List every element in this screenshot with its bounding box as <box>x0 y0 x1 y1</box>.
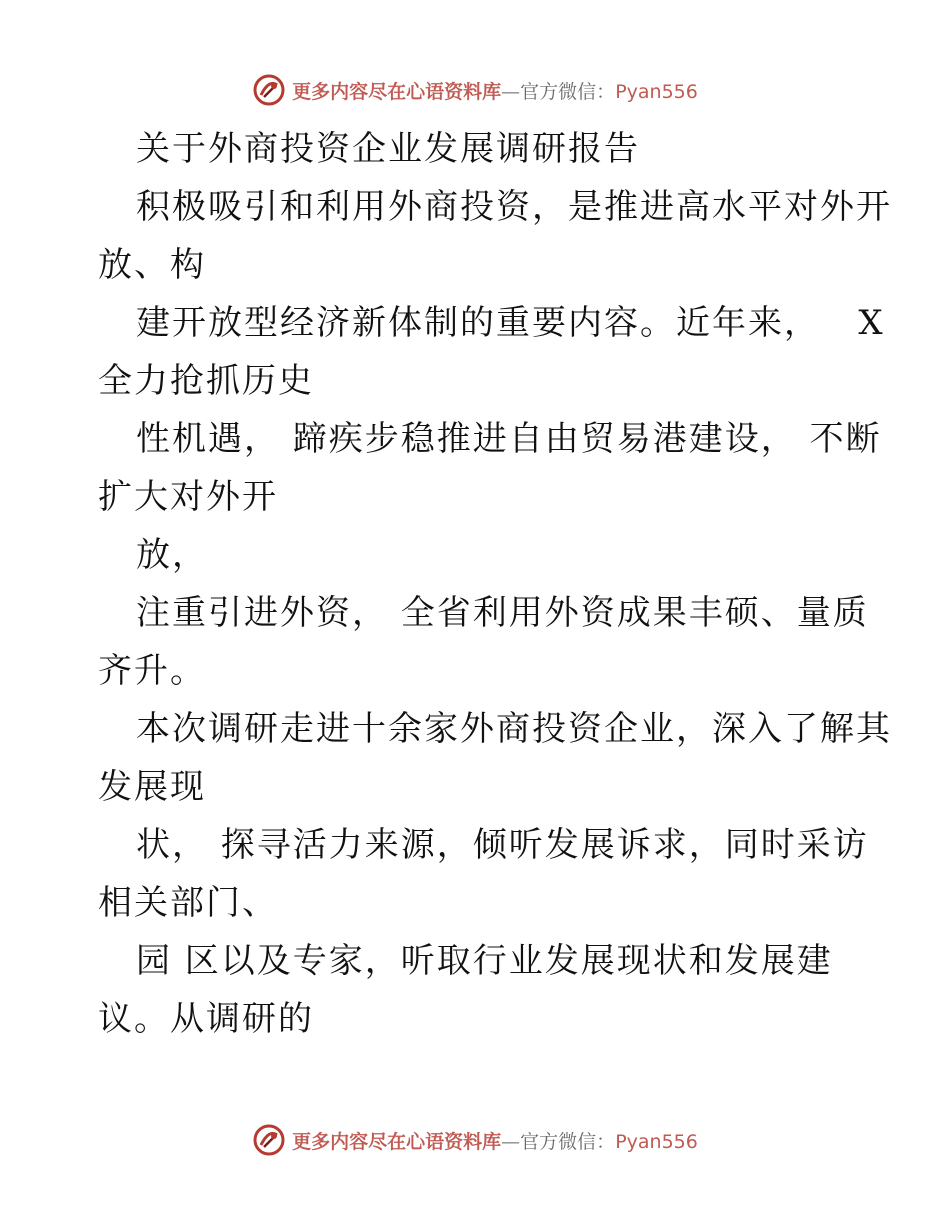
banner-wechat-id: Pyan556 <box>615 80 698 103</box>
text-line: 发展现 <box>98 767 206 807</box>
footer-watermark-banner <box>0 1120 950 1160</box>
text-line: 齐升。 <box>98 651 206 691</box>
banner-main-text: 更多内容尽在心语资料库 <box>292 80 502 103</box>
text-line: 积极吸引和利用外商投资，是推进高水平对外开 <box>136 187 892 227</box>
text-line: 建开放型经济新体制的重要内容。近年来， X <box>136 303 885 343</box>
text-line: 全力抢抓历史 <box>98 361 314 401</box>
text-line: 本次调研走进十余家外商投资企业，深入了解其 <box>136 709 892 749</box>
header-watermark-banner <box>0 70 950 110</box>
text-line: 放、构 <box>98 245 206 285</box>
document-body <box>98 120 892 1048</box>
text-line: 扩大对外开 <box>98 477 278 517</box>
text-line: 园 区以及专家，听取行业发展现状和发展建 <box>136 941 833 981</box>
text-line: 相关部门、 <box>98 883 278 923</box>
banner-wechat-label: 官方微信： <box>520 80 616 103</box>
banner-dash: — <box>501 80 521 103</box>
banner-dash: — <box>501 1130 521 1153</box>
text-line: 议。从调研的 <box>98 999 314 1039</box>
brand-logo-icon <box>252 1123 286 1157</box>
banner-wechat-id: Pyan556 <box>615 1130 698 1153</box>
document-title: 关于外商投资企业发展调研报告 <box>136 129 640 169</box>
text-line: 状， 探寻活力来源，倾听发展诉求，同时采访 <box>136 825 869 865</box>
banner-wechat-label: 官方微信： <box>520 1130 616 1153</box>
text-line: 注重引进外资， 全省利用外资成果丰硕、量质 <box>136 593 869 633</box>
banner-main-text: 更多内容尽在心语资料库 <box>292 1130 502 1153</box>
brand-logo-icon <box>252 73 286 107</box>
text-line: 放， <box>136 535 208 575</box>
text-line: 性机遇， 蹄疾步稳推进自由贸易港建设， 不断 <box>136 419 882 459</box>
